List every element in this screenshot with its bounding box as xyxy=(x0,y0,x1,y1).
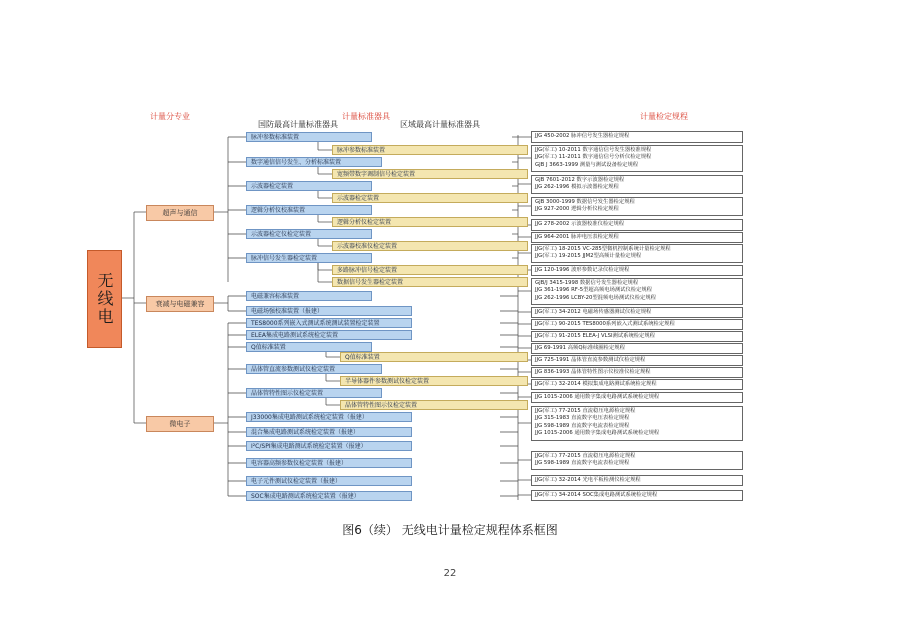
regulation-box xyxy=(531,392,743,403)
regulation-line: JJG(军工) 11-2011 数字通信信号分析仪检定规程 xyxy=(535,154,652,161)
regulation-line: JJG(军工) 91-2015 ELEA-J VLSI测试系统检定规程 xyxy=(535,333,655,339)
regulation-line: JJG 69-1991 高频Q标准线圈检定规程 xyxy=(535,345,625,351)
standard-box: I²C/SPI集成电路测试系统检定装置（报建） xyxy=(246,441,412,451)
regulation-line: JJG(军工) 32-2014 光电平板检测仪检定规程 xyxy=(535,477,641,483)
regulation-box xyxy=(531,343,743,354)
regulation-line: GJB 7601-2012 数字示波器检定规程 xyxy=(535,177,625,183)
regulation-line: JJG 725-1991 晶体管直流参数测试仪检定规程 xyxy=(535,357,646,363)
standard-box: Q值标准装置 xyxy=(340,352,528,362)
standard-box: 混合集成电路测试系统检定装置（报建） xyxy=(246,427,412,437)
standard-box: 脉冲参数标准装置 xyxy=(332,145,528,155)
regulation-box xyxy=(531,319,743,330)
regulation-line: GJB/J 3415-1998 数据信号发生器检定规程 xyxy=(535,280,639,286)
regulation-line: JJG(军工) 32-2014 模拟集成电路测试系统检定规程 xyxy=(535,381,657,387)
header-regulations: 计量检定规程 xyxy=(640,112,688,121)
regulation-line: JJG(军工) 77-2015 直流稳压电源检定规程 xyxy=(535,453,636,459)
regulation-line: JJG 927-2000 逻辑分析仪检定规程 xyxy=(535,206,619,213)
regulation-line: GJB J 3663-1999 测量与测试设备检定规程 xyxy=(535,161,639,168)
regulation-box xyxy=(531,307,743,318)
regulation-line: JJG 120-1996 波形参数记录仪检定规程 xyxy=(535,267,630,273)
standard-box: 半导体器件参数测试仪检定装置 xyxy=(340,376,528,386)
regulation-line: JJG(军工) 19-2015 JJM2型高频计量检定规程 xyxy=(535,253,642,260)
standard-box: 示波器检定装置 xyxy=(332,193,528,203)
regulation-box xyxy=(531,244,743,263)
regulation-line: JJG(军工) 10-2011 数字通信信号发生器校准规程 xyxy=(535,147,652,153)
standard-box: 晶体管直流参数测试仪检定装置 xyxy=(246,364,382,374)
regulation-line: JJG 836-1993 晶体管特性图示仪校准仪检定规程 xyxy=(535,369,651,375)
regulation-line: JJG(军工) 18-2015 VC-285型微机控制系统计量检定规程 xyxy=(535,246,671,252)
regulation-line: JJG 278-2002 示波器校准仪检定规程 xyxy=(535,221,625,227)
standard-box: 晶体管特性图示仪检定装置 xyxy=(246,388,382,398)
regulation-line: GJB 3000-1999 数据信号发生器检定规程 xyxy=(535,199,635,205)
regulation-box xyxy=(531,197,743,216)
standard-box: 电磁场强校准装置（报建） xyxy=(246,306,412,316)
category-microelectronics: 微电子 xyxy=(146,416,214,432)
standard-box: 电子元件测试仪检定装置（报建） xyxy=(246,476,412,486)
regulation-line: JJG 964-2001 脉冲电压表检定规程 xyxy=(535,234,619,240)
regulation-line: JJG 598-1989 直流数字电流表检定规程 xyxy=(535,460,630,467)
regulation-line: JJG(军工) 34-2014 SOC集成电路测试系统检定规程 xyxy=(535,492,658,498)
page-number: 22 xyxy=(443,568,457,579)
regulation-line: JJG 450-2002 脉冲信号发生器检定规程 xyxy=(535,133,630,139)
regulation-box xyxy=(531,232,743,243)
regulation-box xyxy=(531,367,743,378)
standard-box: 晶体管特性图示仪检定装置 xyxy=(340,400,528,410)
regulation-line: JJG 598-1989 直流数字电流表检定规程 xyxy=(535,422,630,429)
regulation-line: JJG 1015-2006 通用数字集成电路测试系统检定规程 xyxy=(535,394,660,400)
standard-box: 示波器校准仪检定装置 xyxy=(332,241,528,251)
regulation-box xyxy=(531,131,743,143)
standard-box: 电容器高频参数仪检定装置（报建） xyxy=(246,458,412,468)
standard-box: SOC集成电路测试系统检定装置（报建） xyxy=(246,491,412,501)
regulation-box xyxy=(531,175,743,194)
standard-box: Q值标准装置 xyxy=(246,342,372,352)
regulation-box xyxy=(531,265,743,276)
standard-box: 电磁兼容标准装置 xyxy=(246,291,372,301)
standard-box: 宽频带数字调制信号检定装置 xyxy=(332,169,528,179)
regulation-box xyxy=(531,355,743,366)
regulation-line: JJG 1015-2006 通用数字集成电路测试系统检定规程 xyxy=(535,429,660,436)
header-national-standards: 国防最高计量标准器具 xyxy=(258,120,338,129)
header-standards: 计量标准器具 xyxy=(342,112,390,121)
regulation-box xyxy=(531,406,743,441)
standard-box: 脉冲参数标准装置 xyxy=(246,132,372,142)
standard-box: 逻辑分析仪校准装置 xyxy=(246,205,372,215)
regulation-line: JJG(军工) 77-2015 直流稳压电源检定规程 xyxy=(535,408,636,414)
category-attenuation-emc: 衰减与电磁兼容 xyxy=(146,296,214,312)
regulation-box xyxy=(531,219,743,231)
regulation-box xyxy=(531,379,743,390)
regulation-line: JJG(军工) 34-2012 电磁场传感器测试仪检定规程 xyxy=(535,309,652,315)
standard-box: 逻辑分析仪检定装置 xyxy=(332,217,528,227)
regulation-box xyxy=(531,451,743,470)
standard-box: ELEA集成电路测试系统检定装置 xyxy=(246,330,412,340)
regulation-line: JJG 361-1996 RF-5型超高频电场测试仪检定规程 xyxy=(535,287,652,294)
standard-box: 示波器检定装置 xyxy=(246,181,372,191)
standard-box: 数据信号发生器检定装置 xyxy=(332,277,528,287)
regulation-line: JJG 262-1996 LCBY-20型混频电场测试仪检定规程 xyxy=(535,294,656,301)
standard-box: 脉冲信号发生器检定装置 xyxy=(246,253,372,263)
regulation-box xyxy=(531,331,743,342)
regulation-box xyxy=(531,145,743,172)
regulation-line: JJG 315-1983 直流数字电压表检定规程 xyxy=(535,415,630,422)
regulation-line: JJG(军工) 90-2015 TES8000系列嵌入式测试系统检定规程 xyxy=(535,321,675,327)
standard-box: 示波器检定仪检定装置 xyxy=(246,229,372,239)
regulation-box xyxy=(531,490,743,501)
root-node-radio: 无线电 xyxy=(87,250,122,348)
standard-box: J33000集成电路测试系统检定装置（报建） xyxy=(246,412,412,422)
category-ultrasound-communication: 超声与通信 xyxy=(146,205,214,221)
standard-box: 数字通信信号发生、分析标准装置 xyxy=(246,157,382,167)
header-discipline: 计量分专业 xyxy=(150,112,190,121)
standard-box: TES8000系列嵌入式测试系统测试装置检定装置 xyxy=(246,318,412,328)
regulation-box xyxy=(531,278,743,305)
standard-box: 多路脉冲信号检定装置 xyxy=(332,265,528,275)
header-regional-standards: 区域最高计量标准器具 xyxy=(400,120,480,129)
figure-caption: 图6（续） 无线电计量检定规程体系框图 xyxy=(342,523,558,537)
regulation-line: JJG 262-1996 模拟示波器检定规程 xyxy=(535,184,619,191)
regulation-box xyxy=(531,475,743,486)
